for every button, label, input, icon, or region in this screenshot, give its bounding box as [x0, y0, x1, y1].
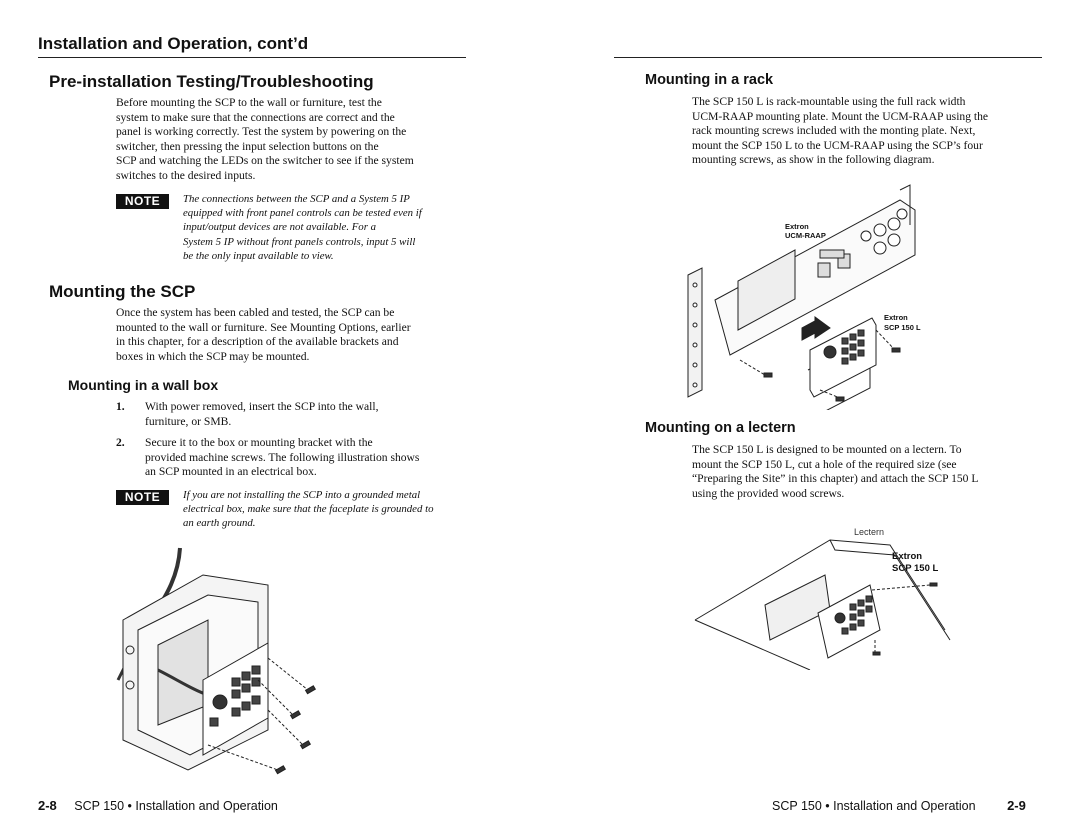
- text-line: electrical box, make sure that the faceplate is grounded to: [183, 503, 434, 516]
- text-line: mounted to the wall or furniture. See Mounting Options, earlier: [116, 320, 411, 334]
- figure-label: Extron: [892, 551, 923, 562]
- footer-text: SCP 150 • Installation and Operation: [772, 799, 976, 813]
- text-line: equipped with front panel controls can be tested even if: [183, 207, 422, 220]
- text-line: an SCP mounted in an electrical box.: [145, 465, 317, 479]
- screw-icon: [873, 583, 937, 655]
- text-line: UCM-RAAP mounting plate. Mount the UCM-RAAP using the: [692, 109, 989, 123]
- figure-label: Lectern: [854, 527, 885, 537]
- left-top-rule: [38, 57, 466, 58]
- rack-paragraph: [692, 95, 1042, 168]
- step-number: 1.: [116, 400, 125, 413]
- list-item: [116, 400, 476, 430]
- step-text: [145, 436, 476, 480]
- text-line: Before mounting the SCP to the wall or furniture, test the: [116, 96, 382, 109]
- text-line: System 5 IP without front panels controls, input 5 will: [183, 235, 416, 248]
- text-line: input/output devices are not available. For a: [183, 221, 377, 234]
- note-badge: NOTE: [116, 194, 169, 209]
- right-top-rule: [614, 57, 1042, 58]
- mounting-paragraph: [116, 306, 476, 364]
- figure-label: SCP 150 L: [884, 323, 921, 332]
- text-line: The SCP 150 L is designed to be mounted on a lectern. To: [692, 443, 962, 456]
- figure-label: Extron: [785, 222, 809, 231]
- text-line: rack mounting screws included with the monting plate. Next,: [692, 124, 976, 138]
- running-head: Installation and Operation, cont’d: [38, 34, 309, 53]
- note-text: [183, 192, 473, 263]
- figure-label: Extron: [884, 313, 908, 322]
- text-line: switches to the desired inputs.: [116, 168, 256, 182]
- lectern-illustration: [690, 520, 960, 670]
- text-line: mount the SCP 150 L, cut a hole of the required size (see: [692, 457, 957, 471]
- text-line: switcher, then pressing the input selection buttons on the: [116, 139, 379, 153]
- figure-label: SCP 150 L: [892, 563, 939, 574]
- lectern-paragraph: [692, 443, 1042, 501]
- text-line: If you are not installing the SCP into a grounded metal: [183, 489, 421, 501]
- pretest-paragraph: [116, 96, 476, 184]
- list-item: [116, 436, 476, 481]
- text-line: be the only input available to view.: [183, 249, 334, 262]
- rack-illustration: [680, 180, 940, 410]
- text-line: With power removed, insert the SCP into the wall,: [145, 400, 379, 413]
- page-number: 2-9: [1007, 798, 1026, 813]
- note-badge: NOTE: [116, 490, 169, 505]
- section-title-pretest: Pre-installation Testing/Troubleshooting: [49, 72, 374, 91]
- text-line: system to make sure that the connections are correct and the: [116, 110, 395, 124]
- text-line: The SCP 150 L is rack-mountable using the full rack width: [692, 95, 966, 108]
- figure-label: UCM-RAAP: [785, 231, 826, 240]
- text-line: mount the SCP 150 L to the UCM-RAAP using the SCP’s four: [692, 138, 983, 152]
- subsection-title-wallbox: Mounting in a wall box: [68, 377, 219, 393]
- text-line: SCP and watching the LEDs on the switcher to see if the system: [116, 154, 414, 168]
- text-line: provided machine screws. The following illustration shows: [145, 450, 420, 464]
- text-line: mounting screws, as show in the following diagram.: [692, 153, 935, 167]
- left-footer: [38, 798, 278, 813]
- page-number: 2-8: [38, 798, 57, 813]
- text-line: The connections between the SCP and a System 5 IP: [183, 193, 410, 205]
- wallbox-illustration: [108, 540, 338, 780]
- screw-icon: [276, 686, 316, 774]
- right-footer: [772, 798, 1026, 813]
- arrow-icon: [802, 317, 830, 340]
- text-line: an earth ground.: [183, 517, 256, 530]
- section-title-mounting: Mounting the SCP: [49, 282, 196, 301]
- step-number: 2.: [116, 436, 125, 449]
- text-line: “Preparing the Site” in this chapter) and attach the SCP 150 L: [692, 472, 979, 486]
- text-line: boxes in which the SCP may be mounted.: [116, 349, 310, 363]
- subsection-title-lectern: Mounting on a lectern: [645, 420, 796, 436]
- text-line: panel is working correctly. Test the system by powering on the: [116, 125, 407, 139]
- text-line: furniture, or SMB.: [145, 414, 232, 428]
- subsection-title-rack: Mounting in a rack: [645, 72, 774, 88]
- footer-text: SCP 150 • Installation and Operation: [74, 799, 278, 813]
- note-text: [183, 488, 473, 531]
- text-line: using the provided wood screws.: [692, 486, 845, 500]
- text-line: Once the system has been cabled and tested, the SCP can be: [116, 306, 395, 319]
- text-line: Secure it to the box or mounting bracket with the: [145, 436, 373, 449]
- step-text: [145, 400, 476, 429]
- text-line: in this chapter, for a description of the available brackets and: [116, 335, 399, 349]
